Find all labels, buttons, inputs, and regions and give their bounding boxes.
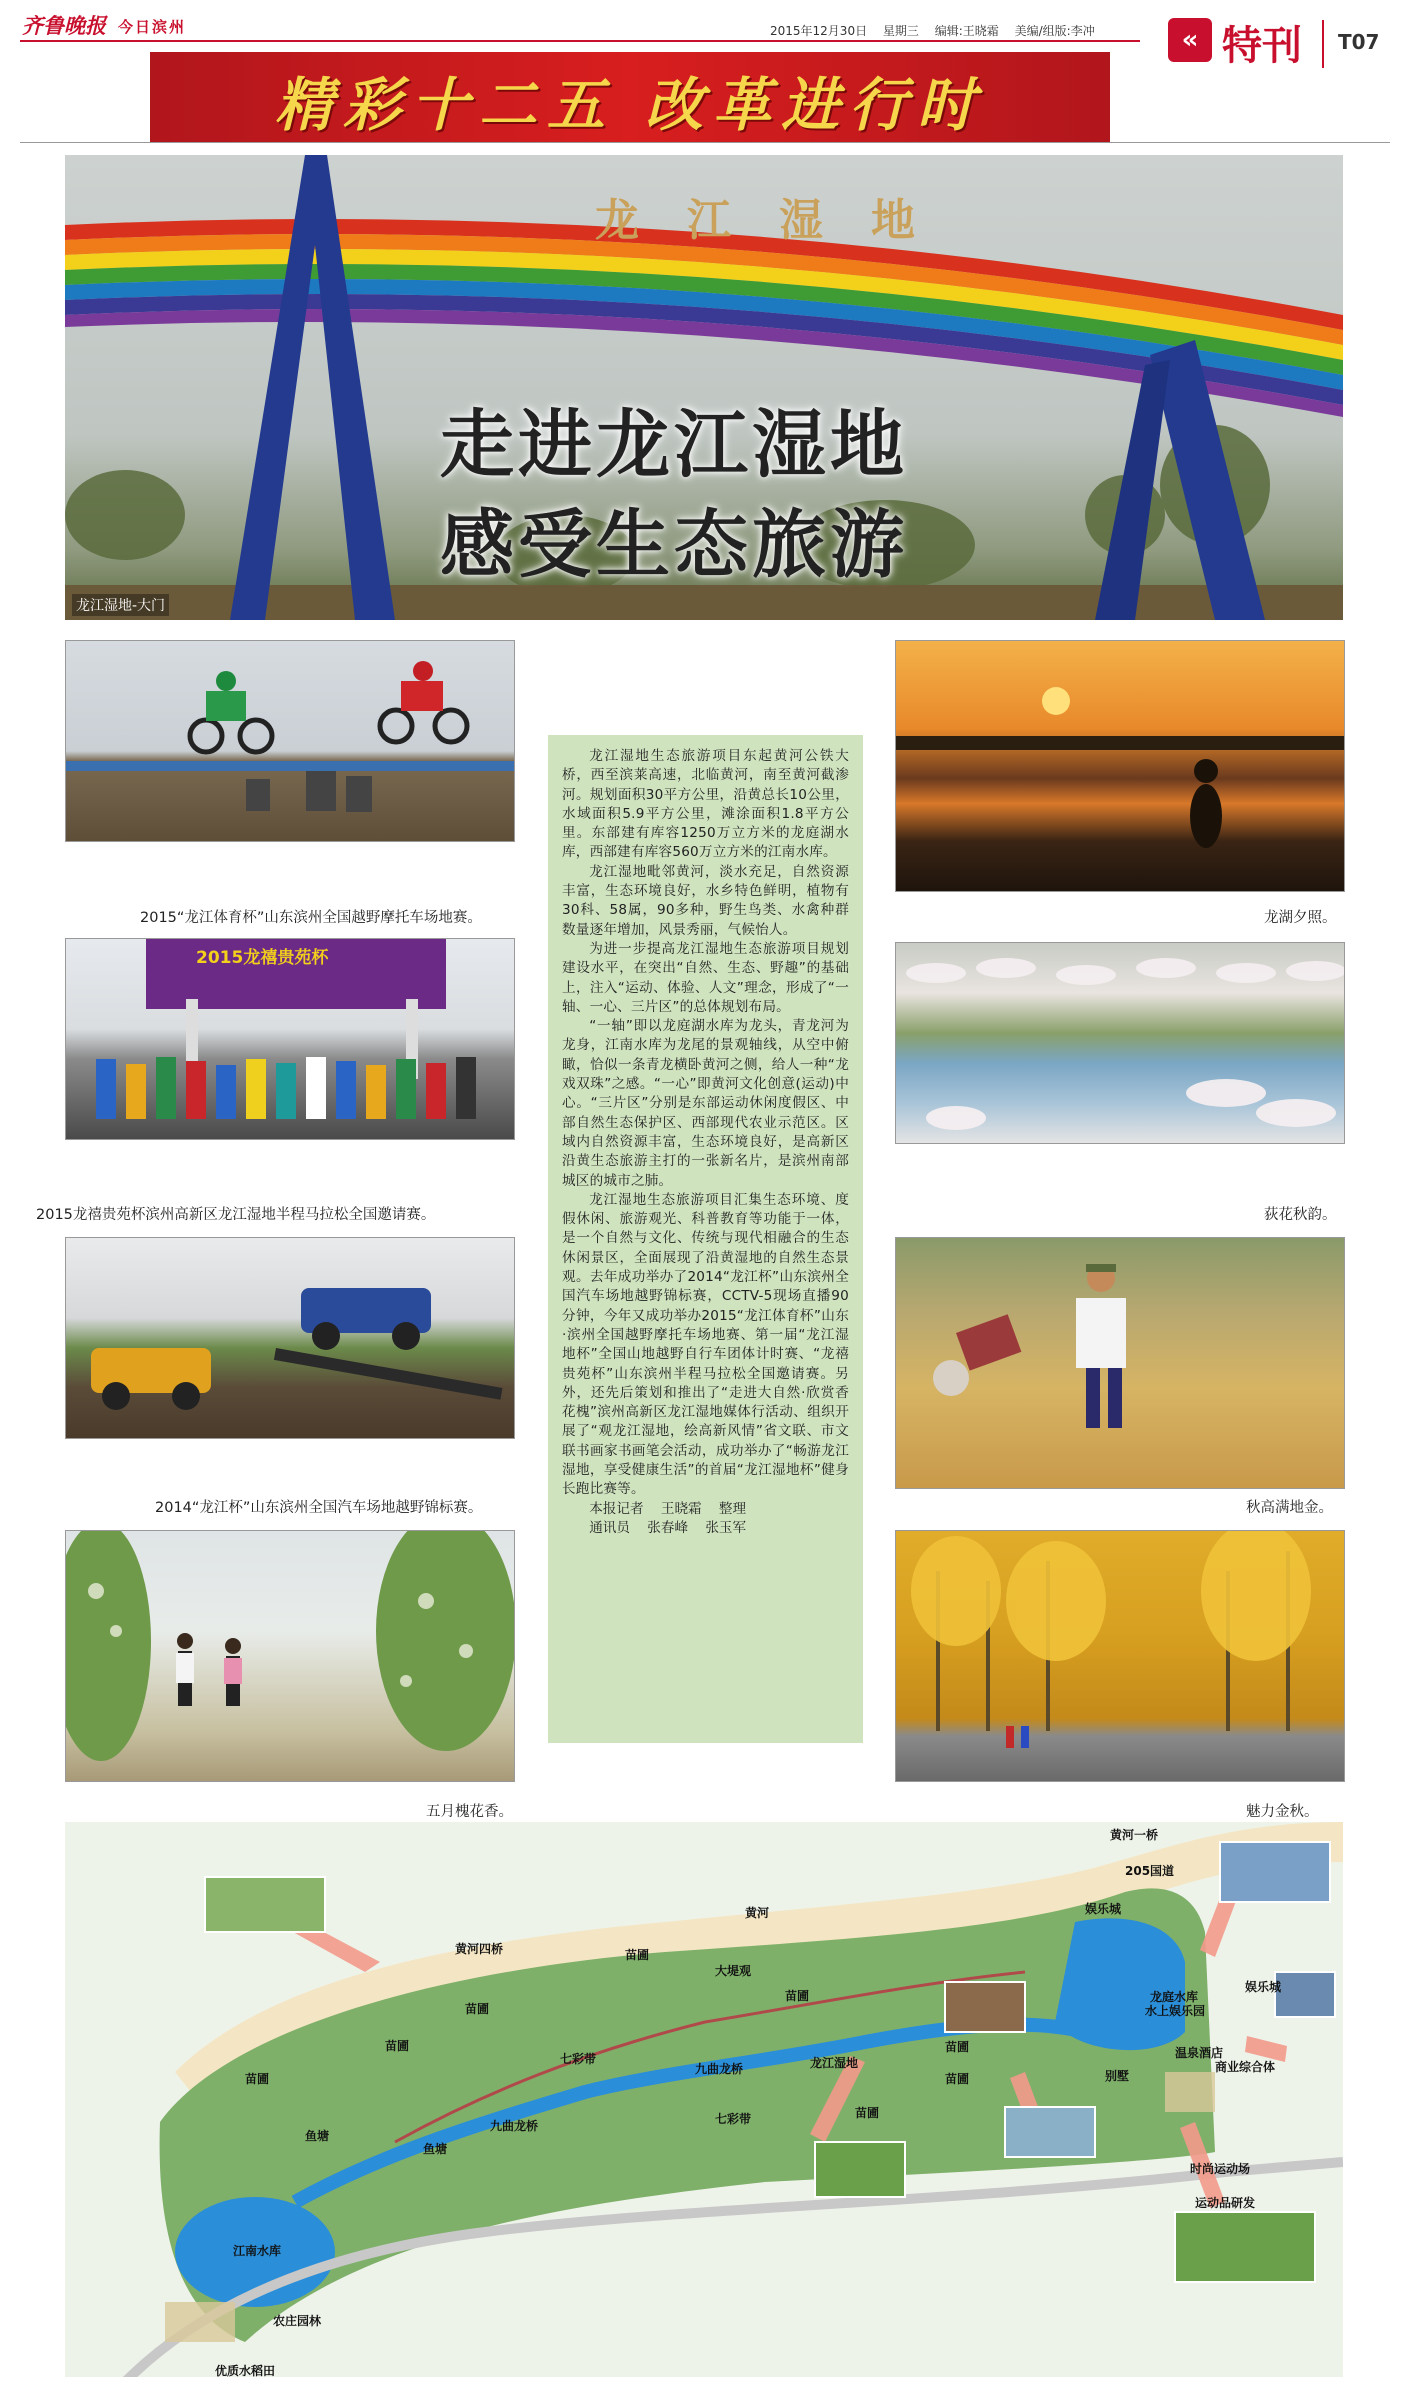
- map-label: 苗圃: [625, 1948, 650, 1962]
- byline-correspondents: 通讯员 张春峰 张玉军: [589, 1520, 747, 1537]
- map-illustration: [65, 1822, 1343, 2377]
- map-label: 优质水稻田: [215, 2364, 276, 2377]
- map-label: 龙江湿地: [810, 2056, 859, 2070]
- map-label: 温泉酒店: [1175, 2046, 1224, 2060]
- wetland-plan-map: [65, 1822, 1343, 2377]
- map-label: 农庄园林: [273, 2314, 322, 2328]
- map-label: 水上娱乐园: [1145, 2004, 1206, 2018]
- caption-autumn: 魅力金秋。: [1246, 1804, 1319, 1820]
- map-label: 鱼塘: [305, 2129, 330, 2143]
- map-label: 时尚运动场: [1190, 2162, 1251, 2176]
- map-label: 娱乐城: [1245, 1980, 1282, 1994]
- map-label: 黄河: [745, 1906, 770, 1920]
- map-label: 江南水库: [233, 2244, 282, 2258]
- banner-rule: [20, 142, 1390, 143]
- banner-text: 精彩十二五 改革进行时: [274, 71, 986, 139]
- gate-sign: 龙江湿地: [595, 195, 963, 246]
- map-label: 七彩带: [560, 2052, 597, 2066]
- chevron-left-icon: «: [1168, 18, 1212, 62]
- article-paragraph-2: 龙江湿地毗邻黄河，淡水充足，自然资源丰富，生态环境良好，水乡特色鲜明，植物有30科、58属，90多种，野生鸟类、水禽种群数量逐年增加，风景秀丽，气候怡人。: [562, 863, 849, 938]
- article-paragraph-4: “一轴”即以龙庭湖水库为龙头，青龙河为龙身，江南水库为龙尾的景观轴线，从空中俯瞰，恰似一条青龙横卧黄河之侧，给人一种“龙戏双珠”之感。“一心”即黄河文化创意(运动)中心。“三片区”分别是东部运动休闲度假区、中部自然生态保护区、西部现代农业示范区。区域内自然资源丰富，生态环境良好，是高新区沿黄生态旅游主打的一张新名片，是滨州南部城区的城市之肺。: [562, 1018, 849, 1189]
- article-paragraph-1: 龙江湿地生态旅游项目东起黄河公铁大桥，西至滨莱高速，北临黄河，南至黄河截渗河。规划面积30平方公里，沿黄总长10公里，水域面积5.9平方公里，滩涂面积1.8平方公里。东部建有库容1250万立方米的龙庭湖水库，西部建有库容560万立方米的江南水库。: [562, 748, 849, 861]
- section-name: 今日滨州: [118, 18, 187, 36]
- photo-reed-flowers: [895, 942, 1345, 1144]
- map-label: 苗圃: [245, 2072, 270, 2086]
- editor-credit: 编辑:王晓霜: [934, 24, 999, 38]
- newspaper-logo: 齐鲁晚报: [22, 13, 106, 38]
- caption-marathon: 2015龙禧贵苑杯滨州高新区龙江湿地半程马拉松全国邀请赛。: [36, 1207, 436, 1223]
- article-paragraph-3: 为进一步提高龙江湿地生态旅游项目规划建设水平，在突出“自然、生态、野趣”的基础上，注入“运动、体验、人文”理念，形成了“一轴、一心、三片区”的总体规划布局。: [562, 940, 849, 1015]
- map-label: 苗圃: [385, 2039, 410, 2053]
- photo-motocross: [65, 640, 515, 842]
- header-rule: [20, 40, 1140, 42]
- caption-motocross: 2015“龙江体育杯”山东滨州全国越野摩托车场地赛。: [140, 910, 482, 926]
- photo-rally: [65, 1237, 515, 1439]
- hero-headline: [440, 395, 908, 595]
- map-label: 九曲龙桥: [695, 2062, 744, 2076]
- photo-marathon: [65, 938, 515, 1140]
- map-label: 苗圃: [465, 2002, 490, 2016]
- designer-credit: 美编/组版:李冲: [1014, 24, 1095, 38]
- photo-sunset-lake: [895, 640, 1345, 892]
- caption-sunset: 龙湖夕照。: [1264, 910, 1337, 926]
- issue-date: 2015年12月30日: [770, 24, 868, 38]
- issue-weekday: 星期三: [882, 24, 919, 38]
- map-label: 苗圃: [945, 2072, 970, 2086]
- map-label: 商业综合体: [1215, 2060, 1276, 2074]
- map-label: 龙庭水库: [1150, 1990, 1199, 2004]
- article-paragraph-5: 龙江湿地生态旅游项目汇集生态环境、度假休闲、旅游观光、科普教育等功能于一体，是一个自然与文化、传统与现代相融合的生态休闲景区，全面展现了沿黄湿地的自然生态景观。去年成功举办了2014“龙江杯”山东滨州全国汽车场地越野锦标赛，CCTV-5现场直播90分钟，今年又成功举办2015“龙江体育杯”山东·滨州全国越野摩托车场地赛、第一届“龙江湿地杯”全国山地越野自行车团体计时赛、“龙禧贵苑杯”山东滨州半程马拉松全国邀请赛。另外，还先后策划和推出了“走进大自然·欣赏香花槐”滨州高新区龙江湿地媒体行活动、组织开展了“观龙江湿地，绘高新风情”省文联、市文联书画家书画笔会活动，成功举办了“畅游龙江湿地，享受健康生活”的首届“龙江湿地杯”健身长跑比赛等。: [562, 1191, 849, 1498]
- map-label: 大堤观: [715, 1964, 752, 1978]
- tag-divider: [1322, 20, 1324, 68]
- caption-locust: 五月槐花香。: [426, 1804, 513, 1820]
- page-number: T07: [1338, 30, 1380, 54]
- headline-line-2: 感受生态旅游: [440, 502, 908, 588]
- map-label: 运动品研发: [1195, 2196, 1256, 2210]
- photo-golden-autumn: [895, 1530, 1345, 1782]
- caption-rally: 2014“龙江杯”山东滨州全国汽车场地越野锦标赛。: [155, 1500, 483, 1516]
- caption-reeds: 荻花秋韵。: [1264, 1207, 1337, 1223]
- map-label: 鱼塘: [423, 2142, 448, 2156]
- map-label: 苗圃: [785, 1989, 810, 2003]
- article-body: [548, 735, 863, 1743]
- map-label: 黄河一桥: [1110, 1828, 1159, 1842]
- marathon-banner-text: 2015龙禧贵苑杯: [196, 948, 329, 968]
- map-label: 苗圃: [945, 2040, 970, 2054]
- map-label: 205国道: [1125, 1864, 1175, 1878]
- section-tag: 特刊: [1222, 23, 1302, 69]
- map-label: 九曲龙桥: [490, 2119, 539, 2133]
- map-label: 黄河四桥: [455, 1942, 504, 1956]
- byline-reporter: 本报记者 王晓霜 整理: [589, 1500, 747, 1517]
- caption-harvest: 秋高满地金。: [1246, 1500, 1333, 1516]
- map-label: 娱乐城: [1085, 1902, 1122, 1916]
- page-meta: [770, 22, 1107, 39]
- hero-caption: 龙江湿地-大门: [72, 594, 169, 616]
- map-label: 苗圃: [855, 2106, 880, 2120]
- map-label: 别墅: [1105, 2069, 1130, 2083]
- headline-line-1: 走进龙江湿地: [440, 402, 908, 488]
- map-label: 七彩带: [715, 2112, 752, 2126]
- photo-golden-harvest: [895, 1237, 1345, 1489]
- photo-locust-flowers: [65, 1530, 515, 1782]
